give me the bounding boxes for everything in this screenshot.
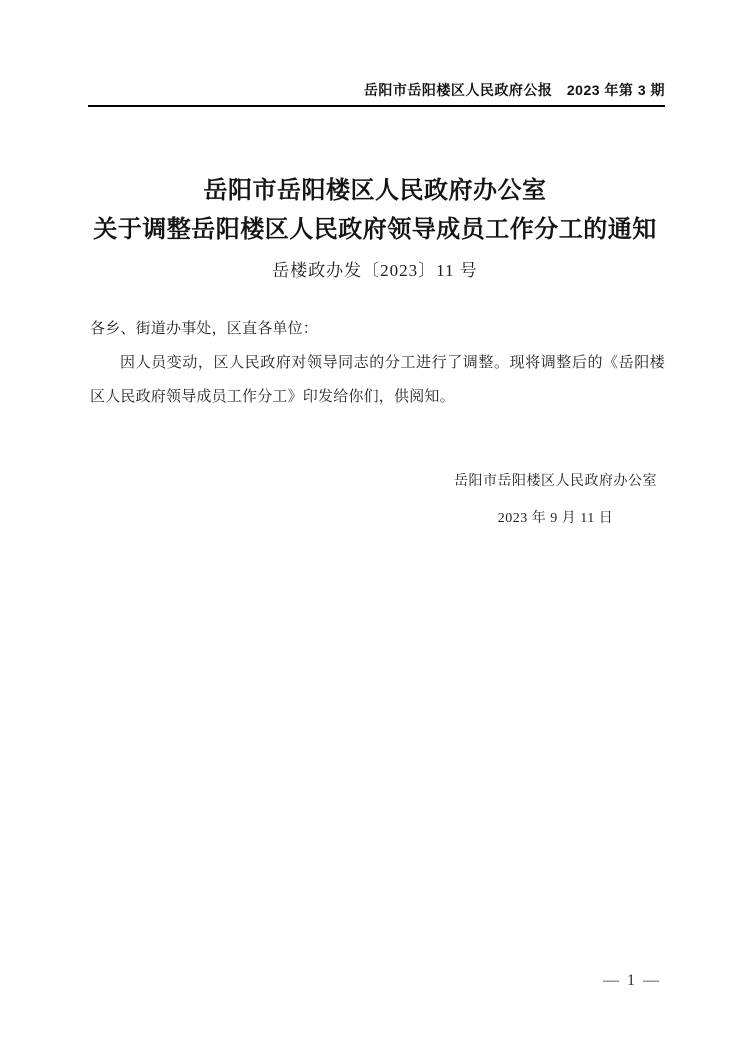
page-number: — 1 — <box>603 972 661 989</box>
body-paragraph: 因人员变动，区人民政府对领导同志的分工进行了调整。现将调整后的《岳阳楼区人民政府领导成员工作分工》印发给你们，供阅知。 <box>90 355 665 405</box>
masthead-band <box>88 80 665 107</box>
masthead-text: 岳阳市岳阳楼区人民政府公报 2023 年第 3 期 <box>363 82 665 98</box>
document-title <box>40 172 710 250</box>
signature-block <box>454 473 657 528</box>
page-footer <box>603 972 661 990</box>
signer-name: 岳阳市岳阳楼区人民政府办公室 <box>454 474 657 489</box>
document-title-line2: 关于调整岳阳楼区人民政府领导成员工作分工的通知 <box>93 217 657 243</box>
salutation-line: 各乡、街道办事处，区直各单位： <box>90 321 319 337</box>
document-title-line1: 岳阳市岳阳楼区人民政府办公室 <box>203 178 547 204</box>
document-reference-number: 岳楼政办发〔2023〕11 号 <box>272 261 478 280</box>
signature-date: 2023 年 9 月 11 日 <box>497 511 614 526</box>
document-body <box>90 312 665 414</box>
